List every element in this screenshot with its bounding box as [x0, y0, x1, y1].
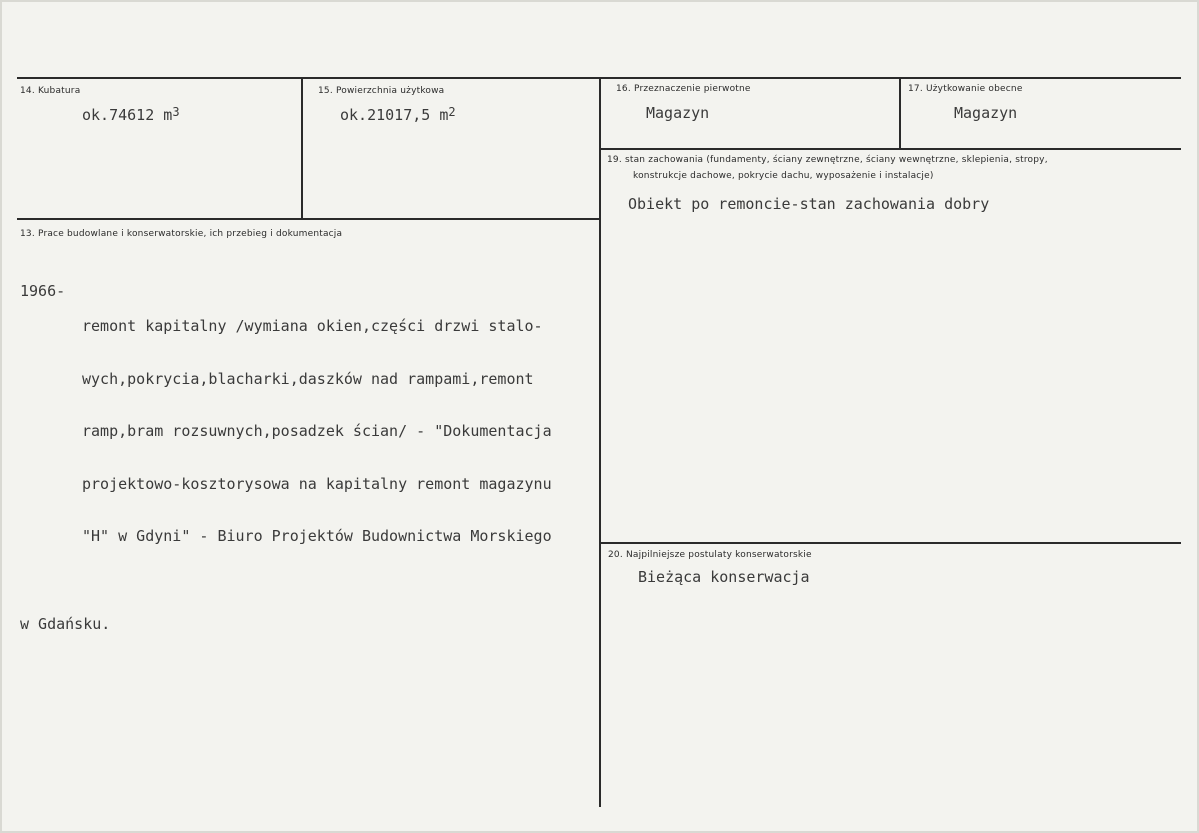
work-line: w Gdańsku. [20, 614, 111, 633]
work-line: remont kapitalny /wymiana okien,części drzwi stalo- [82, 317, 543, 335]
work-line: "H" w Gdyni" - Biuro Projektów Budownictwa Morskiego [82, 527, 552, 545]
area-unit-exponent: 2 [448, 105, 456, 119]
field-20-value: Bieżąca konserwacja [638, 568, 810, 586]
work-line: wych,pokrycia,blacharki,daszków nad rampami,remont [82, 369, 534, 388]
field-17-label: 17. Użytkowanie obecne [908, 84, 1023, 94]
field-19-label-line2: konstrukcje dachowe, pokrycie dachu, wyposażenie i instalacje) [633, 171, 934, 181]
center-divider [599, 77, 601, 807]
work-year: 1966- [20, 282, 66, 300]
area-value: ok.21017,5 m [340, 106, 449, 124]
cubature-unit-exponent: 3 [172, 105, 180, 119]
divider-14-15 [301, 77, 303, 219]
work-line: projektowo-kosztorysowa na kapitalny remont magazynu [82, 474, 552, 493]
field-19-value: Obiekt po remoncie-stan zachowania dobry [628, 195, 990, 213]
field-14-label: 14. Kubatura [20, 86, 81, 96]
field-15-value [340, 106, 456, 124]
field-16-value: Magazyn [646, 104, 710, 122]
field-20-label: 20. Najpilniejsze postulaty konserwatorskie [608, 550, 812, 560]
work-description [82, 283, 552, 581]
field-13-label: 13. Prace budowlane i konserwatorskie, ich przebieg i dokumentacja [20, 229, 343, 239]
rule-above-20 [599, 542, 1181, 544]
field-14-value [82, 106, 180, 124]
field-19-label-line1: 19. stan zachowania (fundamenty, ściany zewnętrzne, ściany wewnętrzne, sklepienia, stropy, [607, 155, 1048, 165]
field-15-label: 15. Powierzchnia użytkowa [318, 86, 445, 96]
rule-under-14-15 [17, 218, 599, 220]
rule-under-16-17 [599, 148, 1181, 150]
divider-16-17 [899, 77, 901, 149]
work-line: ramp,bram rozsuwnych,posadzek ścian/ - "Dokumentacja [82, 422, 552, 440]
field-17-value: Magazyn [954, 104, 1018, 122]
field-16-label: 16. Przeznaczenie pierwotne [616, 84, 751, 94]
field-13-text [20, 248, 552, 668]
work-entry [20, 283, 552, 581]
cubature-value: ok.74612 m [82, 106, 173, 124]
